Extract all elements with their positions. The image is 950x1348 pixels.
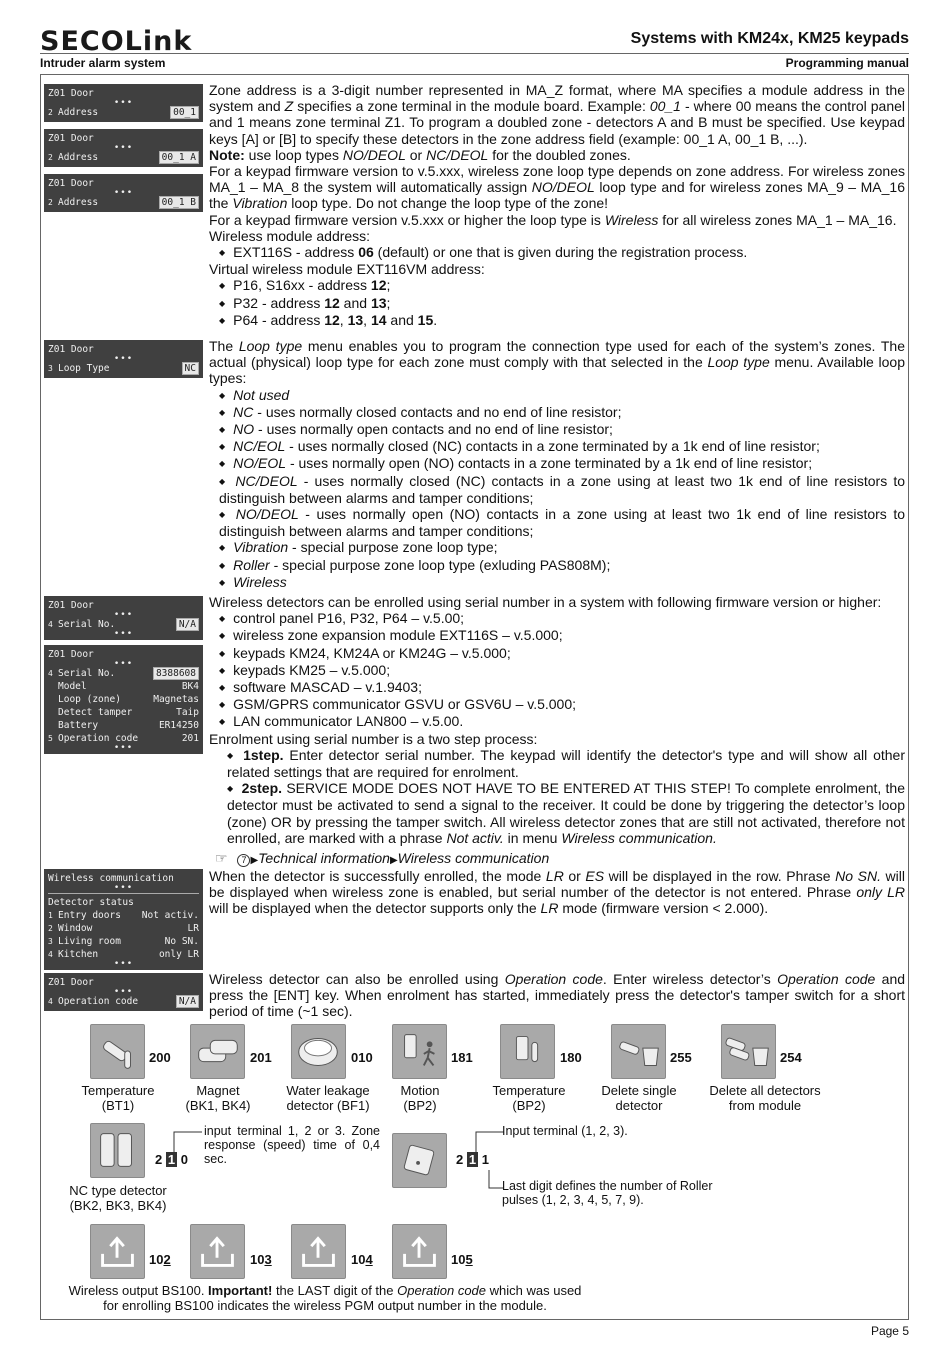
operation-code-label: 104: [351, 1252, 373, 1267]
output-icon: [291, 1224, 346, 1279]
device-caption: Temperature (BT1): [81, 1083, 155, 1113]
thermometer-icon: [90, 1024, 145, 1079]
serial-enrolment-section: Wireless detectors can be enrolled using serial number in a system with following firmware version or higher: ◆ control panel P16, P32, P64 – v.5.00; ◆ wireless zone expansion module EXT116S – v.5.000; ◆ keypads KM24, KM24A or KM24G – v.5.000; ◆ keypads KM25 – v.5.000; ◆ software MASCAD – v.1.9403; ◆ GSM/GPRS communicator GSVU or GSV6U – v.5.000; ◆ LAN communicator LAN800 – v.5.00. Enrolment using serial number is a two step process: ◆ 1step. Enter detector serial number. The keypad will identify the detector's type and will show all other related settings that are required for enrolment. ◆ 2step. SERVICE MODE DOES NOT HAVE TO BE ENTERED AT THIS STEP! To complete enrolment, the detector must be activated to send a signal to the receiver. It could be done by triggering the detector’s loop (zone) OR by pressing the tamper switch. All wireless detector zones that are still not activated, therefore not enrolled, are marked with a phrase Not activ. in menu Wireless communication. ☞ 7 ▶Technical information▶Wireless communication: [209, 594, 905, 869]
list-item: ◆ NO/DEOL - uses normally open (NO) contacts in a zone using at least two 1k end of line resistors to distinguish between alarms and tamper conditions;: [209, 506, 905, 539]
roller-terminal-note: Input terminal (1, 2, 3).: [502, 1124, 628, 1138]
arrow-right-icon: ▶: [389, 855, 398, 867]
operation-code-label: 102: [149, 1252, 171, 1267]
list-item: ◆ keypads KM24, KM24A or KM24G – v.5.000;: [209, 645, 905, 662]
operation-code-label: 103: [250, 1252, 272, 1267]
operation-code-label: 200: [149, 1050, 171, 1065]
lcd-loop-type: Z01 Door ••• 3 Loop Type NC: [44, 340, 203, 378]
lcd-wireless-communication: Wireless communication ••• Detector status 1 Entry doors Not activ. 2 Window LR 3 Living room No SN. 4 Kitchen only LR •••: [44, 869, 203, 970]
operation-code-label: 201: [250, 1050, 272, 1065]
motion-icon: [392, 1024, 447, 1079]
menu-path: ☞ 7 ▶Technical information▶Wireless communication: [215, 850, 550, 867]
page-number: Page 5: [870, 1324, 909, 1338]
logo: SECOLink: [40, 26, 193, 57]
list-item: ◆ NC/EOL - uses normally closed (NC) contacts in a zone terminated by a 1k end of line resistor;: [209, 438, 905, 455]
operation-code-section: Wireless detector can also be enrolled using Operation code. Enter wireless detector’s Operation code and press the [ENT] key. When enrolment has started, immediately press the detector's tamper switch for a short period of time (~1 sec).: [209, 971, 906, 1020]
list-item: ◆ NC - uses normally closed contacts and no end of line resistor;: [209, 404, 905, 421]
list-item: ◆ Roller - special purpose zone loop type (exluding PAS808M);: [209, 557, 905, 574]
list-item: ◆ wireless zone expansion module EXT116S – v.5.000;: [209, 627, 905, 644]
list-item: ◆ Not used: [209, 387, 905, 404]
device-caption: Magnet (BK1, BK4): [185, 1083, 251, 1113]
step-2: ◆ 2step. SERVICE MODE DOES NOT HAVE TO BE ENTERED AT THIS STEP! To complete enrolment, the detector must be activated to send a signal to the receiver. It could be done by triggering the detector’s loop (zone) OR by pressing the tamper switch. All wireless detector zones that are still not activated, therefore not enrolled, are marked with a phrase Not activ. in menu Wireless communication.: [209, 780, 905, 846]
document-title: Systems with KM24x, KM25 keypads: [630, 30, 909, 47]
operation-code-label: 180: [560, 1050, 582, 1065]
enrolment-status-section: When the detector is successfully enrolled, the mode LR or ES will be displayed in the row. Phrase No SN. will be displayed when wireless zone is enabled, but serial number of the detector is not entered. Phrase only LR will be displayed when the detector supports only the LR mode (firmware version < 2.000).: [209, 868, 906, 917]
header-manual-type: Programming manual: [785, 56, 909, 70]
list-item: ◆ Vibration - special purpose zone loop type;: [209, 539, 905, 556]
list-item: ◆ NO/EOL - uses normally open (NO) contacts in a zone terminated by a 1k end of line resistor;: [209, 455, 905, 472]
bs100-note: Wireless output BS100. Important! the LAST digit of the Operation code which was used for enrolling BS100 indicates the wireless PGM output number in the module.: [68, 1283, 582, 1313]
device-caption: NC type detector (BK2, BK3, BK4): [69, 1183, 167, 1213]
lcd-address-3: Z01 Door ••• 2 Address 00_1 B: [44, 174, 203, 212]
water-leak-icon: [291, 1024, 346, 1079]
hand-pointer-icon: ☞: [215, 850, 228, 867]
operation-code-digits: 2 1 0: [155, 1152, 188, 1167]
list-item: ◆ software MASCAD – v.1.9403;: [209, 679, 905, 696]
list-item: ◆ P16, S16xx - address 12;: [209, 277, 905, 294]
output-icon: [90, 1224, 145, 1279]
lcd-address-2: Z01 Door ••• 2 Address 00_1 A: [44, 129, 203, 167]
loop-type-section: The Loop type menu enables you to program the connection type used for each of the system’s zones. The actual (physical) loop type for each zone must comply with that selected in the Loop type menu. Available loop types: ◆ Not used ◆ NC - uses normally closed contacts and no end of line resistor; ◆ NO - uses normally open contacts and no end of line resistor; ◆ NC/EOL - uses normally closed (NC) contacts in a zone terminated by a 1k end of line resistor; ◆ NO/EOL - uses normally open (NO) contacts in a zone terminated by a 1k end of line resistor; ◆ NC/DEOL - uses normally closed (NC) contacts in a zone using at least two 1k end of line resistors to distinguish between alarms and tamper conditions; ◆ NO/DEOL - uses normally open (NO) contacts in a zone using at least two 1k end of line resistors to distinguish between alarms and tamper conditions; ◆ Vibration - special purpose zone loop type; ◆ Roller - special purpose zone loop type (exluding PAS808M); ◆ Wireless: [209, 338, 905, 591]
roller-detector-icon: [392, 1133, 447, 1188]
list-item: ◆ NC/DEOL - uses normally closed (NC) contacts in a zone using at least two 1k end of line resistors to distinguish between alarms and tamper conditions;: [209, 473, 905, 506]
output-icon: [190, 1224, 245, 1279]
zone-address-section: Zone address is a 3-digit number represented in MA_Z format, where MA specifies a module address in the system and Z specifies a zone terminal in the module board. Example: 00_1 - where 00 means the control panel and 1 means zone terminal Z1. To program a doubled zone - detectors A and B must be specified. Use keypad keys [A] or [B] to specify these detectors in the zone address field (example: 00_1 A, 00_1 B, ...). Note: use loop types NO/DEOL or NC/DEOL for the doubled zones. For a keypad firmware version to v.5.xxx, wireless zone loop type depends on zone address. For wireless zones MA_1 – MA_8 the system will automatically assign NO/DEOL loop type and for wireless zones MA_9 – MA_16 the Vibration loop type. Do not change the loop type of the zone! For a keypad firmware version v.5.xxx or higher the loop type is Wireless for all wireless zones MA_1 – MA_16. Wireless module address: ◆ EXT116S - address 06 (default) or one that is given during the registration process. Virtual wireless module EXT116VM address: ◆ P16, S16xx - address 12; ◆ P32 - address 12 and 13; ◆ P64 - address 12, 13, 14 and 15.: [209, 82, 905, 329]
menu-number-badge: 7: [237, 854, 250, 867]
arrow-right-icon: ▶: [250, 855, 259, 867]
output-icon: [392, 1224, 447, 1279]
device-caption: Delete all detectors from module: [709, 1083, 821, 1113]
list-item: ◆ NO - uses normally open contacts and no end of line resistor;: [209, 421, 905, 438]
list-item: ◆ P64 - address 12, 13, 14 and 15.: [209, 312, 905, 329]
lcd-operation-code: Z01 Door ••• 4 Operation code N/A: [44, 973, 203, 1011]
delete-icon: [611, 1024, 666, 1079]
list-item: ◆ P32 - address 12 and 13;: [209, 295, 905, 312]
device-caption: Temperature (BP2): [492, 1083, 566, 1113]
lcd-address-1: Z01 Door ••• 2 Address 00_1: [44, 84, 203, 122]
header-divider: [40, 53, 909, 54]
device-caption: Motion (BP2): [400, 1083, 440, 1113]
list-item: ◆ control panel P16, P32, P64 – v.5.00;: [209, 610, 905, 627]
delete-all-icon: [721, 1024, 776, 1079]
operation-code-label: 255: [670, 1050, 692, 1065]
nc-note: input terminal 1, 2 or 3. Zone response (speed) time of 0,4 sec.: [204, 1124, 380, 1166]
device-caption: Water leakage detector (BF1): [286, 1083, 370, 1113]
thermometer-icon: [500, 1024, 555, 1079]
lcd-serial-details: Z01 Door ••• 4 Serial No. 8388608 Model BK4 Loop (zone) Magnetas Detect tamper Taip Battery ER14250 5 Operation code 201 •••: [44, 645, 203, 754]
operation-code-label: 105: [451, 1252, 473, 1267]
list-item: ◆ EXT116S - address 06 (default) or one that is given during the registration process.: [209, 244, 905, 261]
list-item: ◆ LAN communicator LAN800 – v.5.00.: [209, 713, 905, 730]
nc-detector-icon: [90, 1123, 145, 1178]
list-item: ◆ keypads KM25 – v.5.000;: [209, 662, 905, 679]
operation-code-label: 181: [451, 1050, 473, 1065]
operation-code-digits: 2 1 1: [456, 1152, 489, 1167]
list-item: ◆ GSM/GPRS communicator GSVU or GSV6U – v.5.000;: [209, 696, 905, 713]
operation-code-label: 254: [780, 1050, 802, 1065]
step-1: ◆ 1step. Enter detector serial number. The keypad will identify the detector's type and will show all other related settings that are required for enrolment.: [209, 747, 905, 780]
leader-line: [172, 1130, 206, 1154]
lcd-serial-empty: Z01 Door ••• 4 Serial No. N/A •••: [44, 596, 203, 640]
header-subtitle: Intruder alarm system: [40, 56, 166, 70]
magnet-icon: [190, 1024, 245, 1079]
operation-code-label: 010: [351, 1050, 373, 1065]
device-caption: Delete single detector: [601, 1083, 677, 1113]
roller-pulses-note: Last digit defines the number of Roller pulses (1, 2, 3, 4, 5, 7, 9).: [502, 1179, 713, 1207]
list-item: ◆ Wireless: [209, 574, 905, 591]
